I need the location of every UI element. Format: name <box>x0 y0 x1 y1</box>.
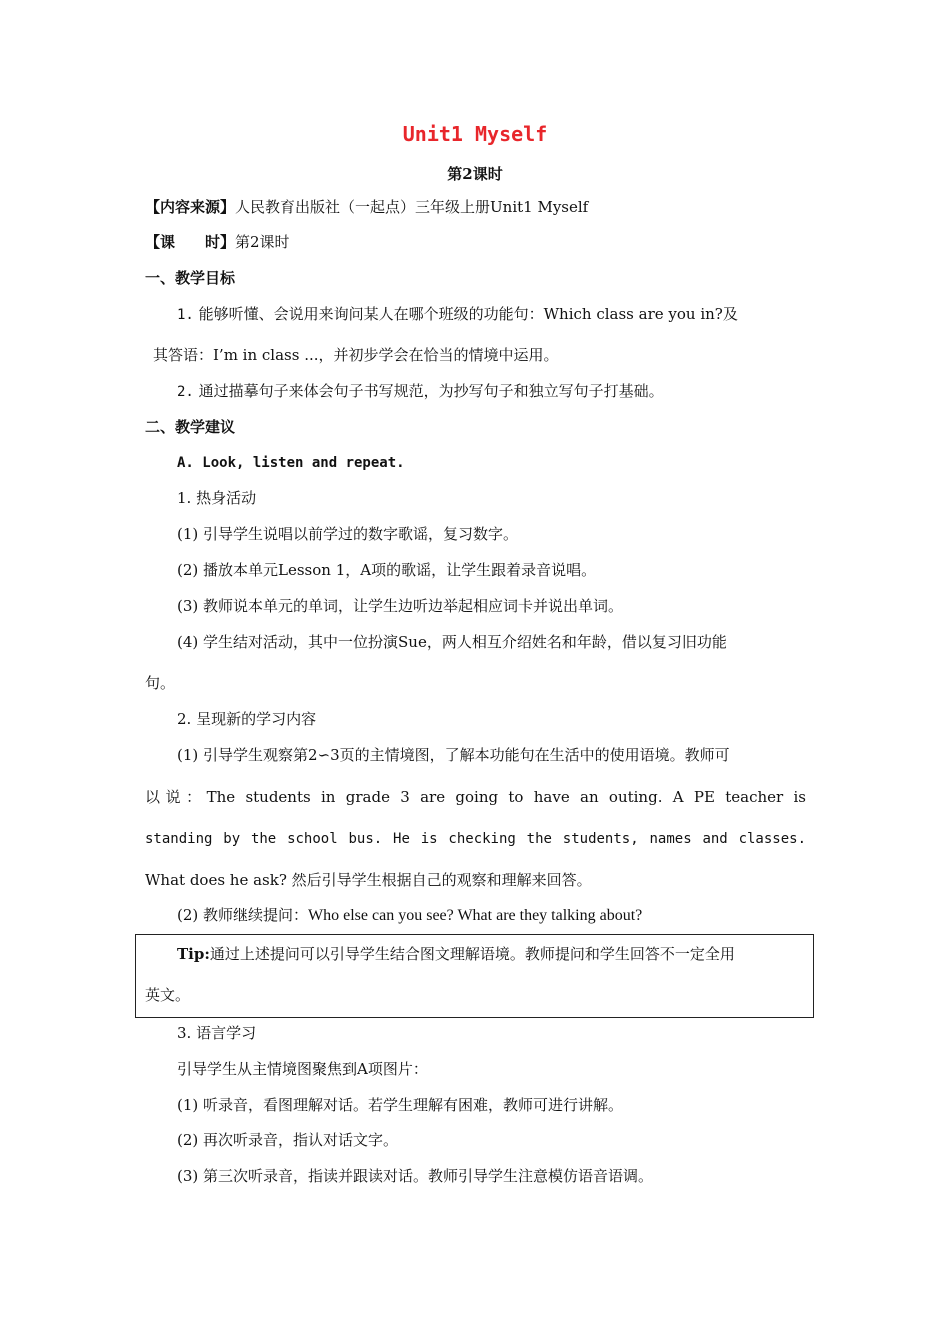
objective-1-line2: 其答语：I’m in class ...，并初步学会在恰当的情境中运用。 <box>153 346 559 364</box>
period-text: 第2课时 <box>235 233 290 251</box>
step1-item-4-line2: 句。 <box>145 674 176 692</box>
step2-p2-english: Who else can you see? What are they talking about? <box>308 907 643 924</box>
step1-item-2: (2) 播放本单元Lesson 1，A项的歌谣，让学生跟着录音说唱。 <box>177 561 597 579</box>
document-title: Unit1 Myself <box>402 122 548 146</box>
part-a-heading: A. Look, listen and repeat. <box>177 455 405 471</box>
objective-2-text: 通过描摹句子来体会句子书写规范，为抄写句子和独立写句子打基础。 <box>198 382 664 400</box>
tip-line2: 英文。 <box>145 986 191 1004</box>
tip-box <box>135 934 814 1018</box>
period-line <box>145 232 290 252</box>
tip-label: Tip: <box>177 945 210 963</box>
section1-heading: 一、教学目标 <box>145 269 236 287</box>
objective-1-line1 <box>177 304 738 325</box>
step2-p1-line4: What does he ask? 然后引导学生根据自己的观察和理解来回答。 <box>145 871 592 889</box>
tip-text-1: 通过上述提问可以引导学生结合图文理解语境。教师提问和学生回答不一定全用 <box>209 945 735 963</box>
objective-1-number: 1. <box>177 307 194 323</box>
section2-heading: 二、教学建议 <box>145 418 236 436</box>
step3-intro: 引导学生从主情境图聚焦到A项图片： <box>177 1060 428 1078</box>
objective-2-line <box>177 381 664 402</box>
objective-1-text: 能够听懂、会说用来询问某人在哪个班级的功能句：Which class are you in?及 <box>198 305 738 323</box>
step1-title: 1. 热身活动 <box>177 489 257 507</box>
source-label: 【内容来源】 <box>145 198 236 216</box>
step2-title: 2. 呈现新的学习内容 <box>177 710 317 728</box>
objective-2-number: 2. <box>177 384 194 400</box>
document-subtitle: 第2课时 <box>447 165 503 183</box>
step3-item-2: (2) 再次听录音，指认对话文字。 <box>177 1131 399 1149</box>
step1-item-4-line1: (4) 学生结对活动，其中一位扮演Sue，两人相互介绍姓名和年龄，借以复习旧功能 <box>177 633 727 651</box>
step2-p1-line1: (1) 引导学生观察第2∽3页的主情境图，了解本功能句在生活中的使用语境。教师可 <box>177 746 730 764</box>
step3-title: 3. 语言学习 <box>177 1024 257 1042</box>
tip-line1 <box>177 944 735 964</box>
step2-p1-line3: standing by the school bus. He is checking the students, names and classes. <box>145 831 806 847</box>
step3-item-3: (3) 第三次听录音，指读并跟读对话。教师引导学生注意模仿语音语调。 <box>177 1167 654 1185</box>
step1-item-3: (3) 教师说本单元的单词，让学生边听边举起相应词卡并说出单词。 <box>177 597 624 615</box>
step1-item-1: (1) 引导学生说唱以前学过的数字歌谣，复习数字。 <box>177 525 519 543</box>
step2-p2-prefix: (2) 教师继续提问： <box>177 906 309 924</box>
source-line <box>145 197 588 217</box>
source-text: 人民教育出版社（一起点）三年级上册Unit1 Myself <box>235 198 589 216</box>
step3-item-1: (1) 听录音，看图理解对话。若学生理解有困难，教师可进行讲解。 <box>177 1096 624 1114</box>
period-label: 【课 时】 <box>145 233 236 251</box>
step2-p2 <box>177 905 642 926</box>
step2-p1-line2: 以说：The students in grade 3 are going to have an outing. A PE teacher is <box>145 788 806 806</box>
